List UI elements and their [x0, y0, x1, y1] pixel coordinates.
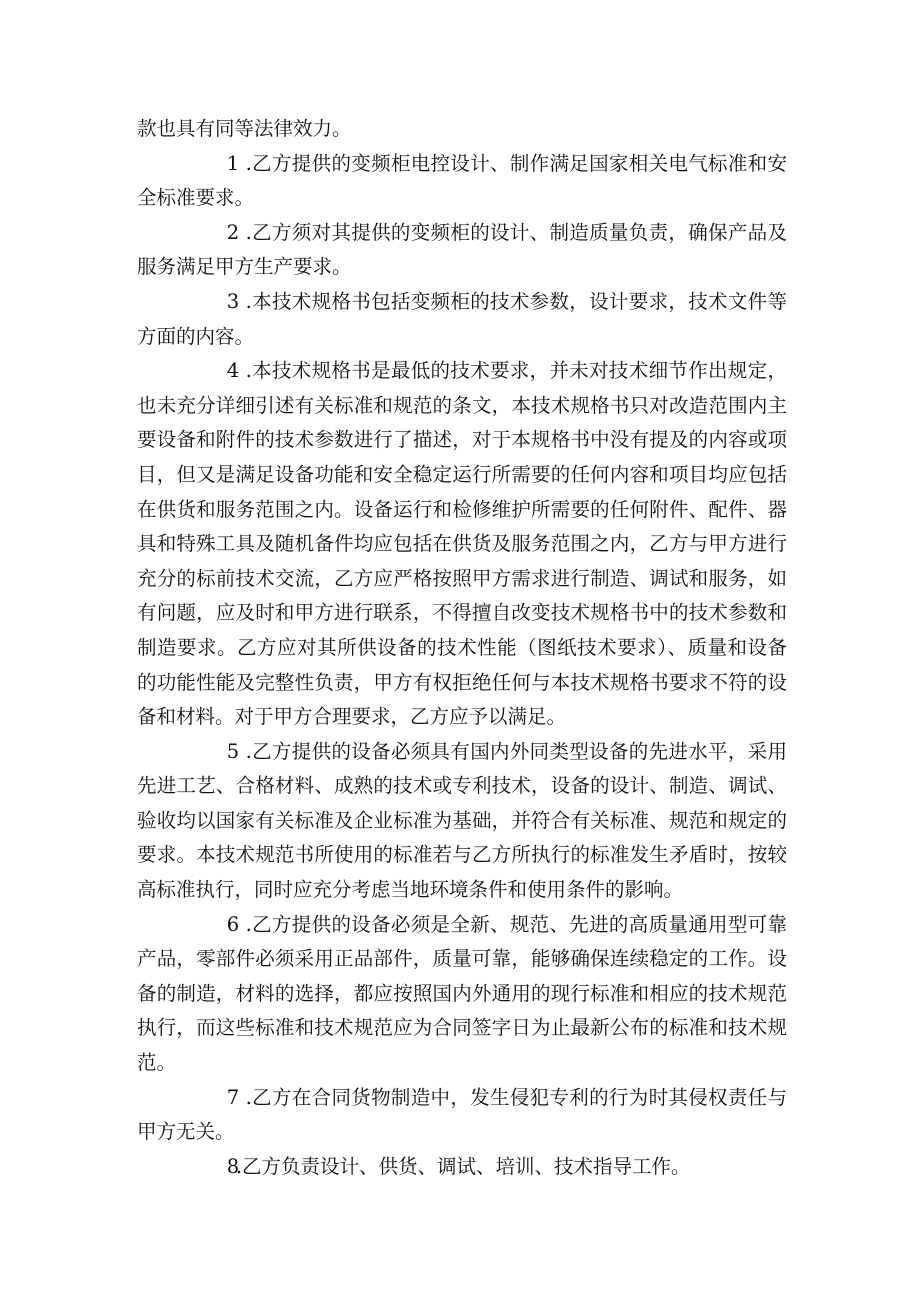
clause-text: .乙方负责设计、供货、调试、培训、技术指导工作。 [235, 1154, 691, 1178]
clause-2 [137, 216, 787, 285]
clause-number: 6 [226, 912, 240, 936]
clause-number: 8 [226, 1154, 240, 1178]
clause-text: .乙方须对其提供的变频柜的设计、制造质量负责，确保产品及服务满足甲方生产要求。 [137, 220, 788, 279]
clause-text: .乙方提供的设备必须是全新、规范、先进的高质量通用型可靠产品，零部件必须采用正品部件，质量可靠，能够确保连续稳定的工作。设备的制造，材料的选择，都应按照国内外通用的现行标准和相应的技术规范执行，而这些标准和技术规范应为合同签字日为止最新公布的标准和技术规范。 [137, 912, 788, 1075]
clause-number: 2 [226, 220, 240, 244]
clause-text: .乙方提供的变频柜电控设计、制作满足国家相关电气标准和安全标准要求。 [137, 151, 788, 210]
clause-number: 1 [226, 151, 240, 175]
clause-text: .本技术规格书包括变频柜的技术参数，设计要求，技术文件等方面的内容。 [137, 289, 788, 348]
clause-7 [137, 1081, 787, 1150]
clause-number: 7 [226, 1085, 240, 1109]
clause-6 [137, 908, 787, 1081]
clause-number: 4 [226, 359, 240, 383]
clause-text: .乙方提供的设备必须具有国内外同类型设备的先进水平，采用先进工艺、合格材料、成熟的技术或专利技术，设备的设计、制造、调试、验收均以国家有关标准及企业标准为基础，并符合有关标准、规范和规定的要求。本技术规范书所使用的标准若与乙方所执行的标准发生矛盾时，按较高标准执行，同时应充分考虑当地环境条件和使用条件的影响。 [137, 739, 788, 902]
clause-text: .本技术规格书是最低的技术要求，并未对技术细节作出规定，也未充分详细引述有关标准和规范的条文，本技术规格书只对改造范围内主要设备和附件的技术参数进行了描述，对于本规格书中没有提及的内容或项目，但又是满足设备功能和安全稳定运行所需要的任何内容和项目均应包括在供货和服务范围之内。设备运行和检修维护所需要的任何附件、配件、器具和特殊工具及随机备件均应包括在供货及服务范围之内，乙方与甲方进行充分的标前技术交流，乙方应严格按照甲方需求进行制造、调试和服务，如有问题，应及时和甲方进行联系，不得擅自改变技术规格书中的技术参数和制造要求。乙方应对其所供设备的技术性能（图纸技术要求）、质量和设备的功能性能及完整性负责，甲方有权拒绝任何与本技术规格书要求不符的设备和材料。对于甲方合理要求，乙方应予以满足。 [137, 359, 788, 729]
clause-4 [137, 354, 787, 735]
clause-5 [137, 735, 787, 908]
document-body [137, 112, 787, 1184]
clause-3 [137, 285, 787, 354]
clause-number: 3 [226, 289, 240, 313]
clause-8 [137, 1150, 787, 1185]
opening-line: 款也具有同等法律效力。 [137, 117, 352, 140]
clause-text: .乙方在合同货物制造中，发生侵犯专利的行为时其侵权责任与甲方无关。 [137, 1085, 788, 1144]
clause-number: 5 [226, 739, 240, 763]
clause-1 [137, 147, 787, 216]
